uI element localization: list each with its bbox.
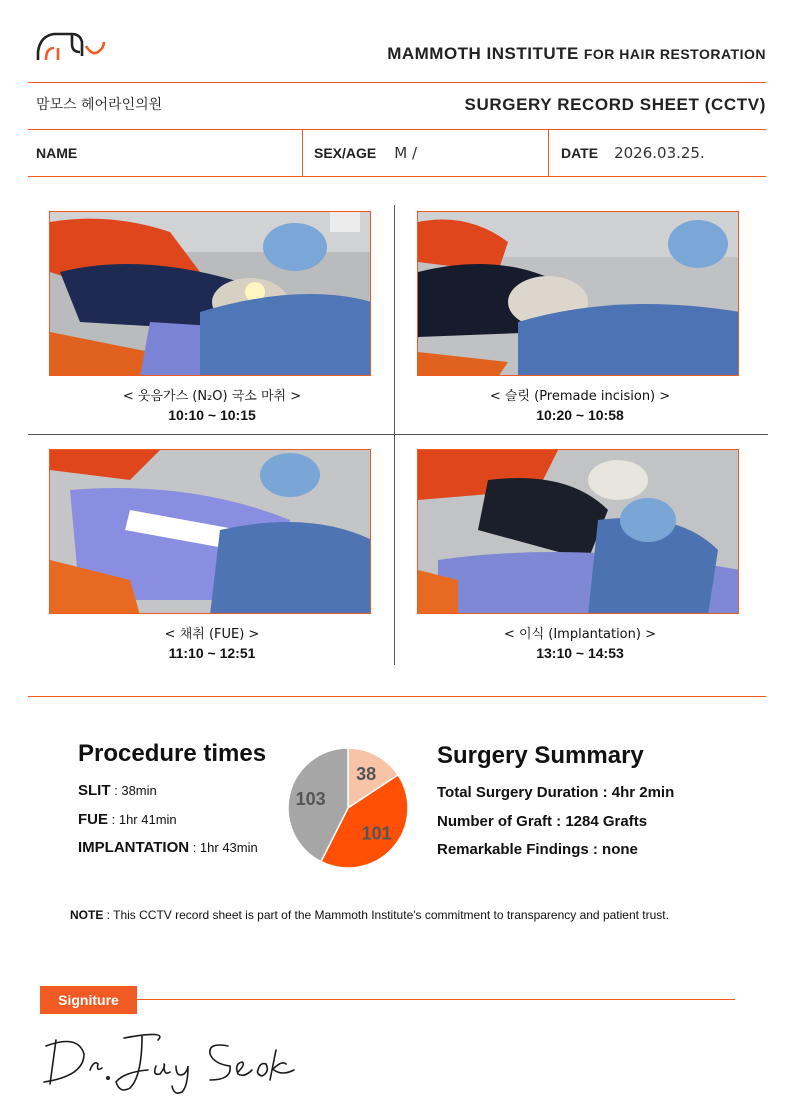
mammoth-logo-icon	[36, 26, 106, 66]
divider	[28, 176, 766, 177]
surgery-duration: Total Surgery Duration : 4hr 2min	[437, 784, 675, 801]
procedure-name: < 이식 (Implantation) >	[504, 627, 656, 642]
procedure-time: 10:20 ~ 10:58	[536, 407, 624, 423]
procedure-time: 11:10 ~ 12:51	[168, 645, 256, 661]
item-label: FUE	[78, 811, 108, 828]
procedure-pie-chart	[285, 745, 411, 871]
photo-caption	[410, 387, 750, 425]
sexage-value: M /	[394, 144, 418, 162]
sheet-title: SURGERY RECORD SHEET (CCTV)	[464, 95, 766, 114]
sexage-label: SEX/AGE	[314, 145, 377, 161]
photo-caption	[42, 625, 382, 663]
item-value: : 38min	[110, 783, 157, 798]
grid-divider	[394, 205, 395, 665]
pie-data-label: 38	[356, 764, 377, 785]
procedure-name: < 슬릿 (Premade incision) >	[489, 389, 671, 404]
divider	[548, 130, 549, 176]
patient-info-row	[28, 130, 766, 176]
pie-data-label: 101	[361, 823, 392, 844]
item-value: : 1hr 41min	[108, 812, 177, 827]
note	[70, 908, 669, 922]
cctv-photo-fue	[49, 449, 371, 614]
signature-line	[137, 999, 735, 1000]
institute-main: MAMMOTH INSTITUTE	[387, 44, 579, 63]
signature-tag: Signiture	[40, 986, 137, 1014]
divider	[28, 82, 766, 83]
item-label: SLIT	[78, 782, 111, 799]
graft-count: Number of Graft : 1284 Grafts	[437, 813, 648, 830]
procedure-time-item	[78, 811, 177, 828]
date-label: DATE	[561, 145, 599, 161]
procedure-time: 10:10 ~ 10:15	[168, 407, 256, 423]
cctv-photo-anesthesia	[49, 211, 371, 376]
procedure-time-item	[78, 782, 157, 799]
photo-caption	[42, 387, 382, 425]
institute-sub: FOR HAIR RESTORATION	[583, 46, 766, 62]
clinic-korean-name: 맘모스 헤어라인의원	[36, 97, 163, 113]
procedure-name: < 채취 (FUE) >	[164, 627, 260, 642]
procedure-times-title: Procedure times	[78, 740, 267, 767]
note-label: NOTE	[70, 908, 104, 922]
divider	[28, 696, 766, 697]
remarkable-findings: Remarkable Findings : none	[437, 841, 638, 858]
date-value: 2026.03.25.	[614, 144, 705, 162]
institute-name	[387, 44, 766, 64]
name-label: NAME	[36, 145, 78, 161]
procedure-time: 13:10 ~ 14:53	[536, 645, 624, 661]
procedure-time-item	[78, 839, 258, 856]
cctv-photo-slit	[417, 211, 739, 376]
divider	[302, 130, 303, 176]
date-cell	[561, 130, 705, 176]
pie-data-label: 103	[295, 789, 326, 810]
note-text: : This CCTV record sheet is part of the Mammoth Institute's commitment to transparency and patient trust.	[103, 908, 669, 922]
cctv-photo-implantation	[417, 449, 739, 614]
grid-divider	[28, 434, 768, 435]
surgery-summary-title: Surgery Summary	[437, 742, 644, 769]
sexage-cell	[314, 130, 417, 176]
procedure-name: < 웃음가스 (N₂O) 국소 마취 >	[122, 389, 302, 404]
name-cell	[36, 130, 95, 176]
photo-caption	[410, 625, 750, 663]
handwritten-signature	[38, 1020, 308, 1096]
item-label: IMPLANTATION	[78, 839, 190, 856]
item-value: : 1hr 43min	[189, 840, 258, 855]
